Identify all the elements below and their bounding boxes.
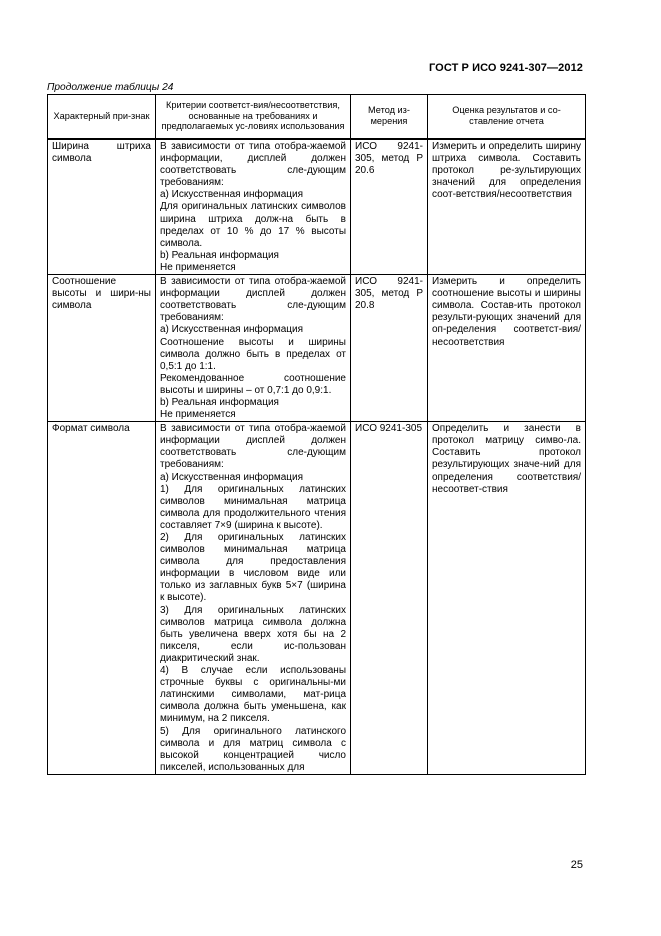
criteria-line: Не применяется (160, 261, 236, 273)
criteria-line: Для оригинальных латинских символов ширина штриха долж-на быть в пределах от 10 % до 17 % высоты символа. (160, 201, 346, 249)
criteria-line: В зависимости от типа отобра-жаемой информации дисплей должен соответствовать сле-дующим требованиям: (160, 423, 346, 471)
column-header-feature: Характерный при-знак (48, 95, 156, 140)
evaluation-cell: Определить и занести в протокол матрицу симво-ла. Составить протокол результирующих значе-ний для определения соответствия/несоответ-ствия (428, 422, 586, 775)
criteria-line: В зависимости от типа отобра-жаемой информации дисплей должен соответствовать сле-дующим требованиям: (160, 276, 346, 324)
criteria-line: b) Реальная информация (160, 249, 279, 261)
column-header-evaluation: Оценка результатов и со-ставление отчета (428, 95, 586, 140)
column-header-method: Метод из-мерения (351, 95, 428, 140)
criteria-cell (156, 422, 351, 775)
page-number: 25 (570, 859, 583, 871)
table-row (48, 275, 586, 422)
criteria-cell (156, 275, 351, 422)
evaluation-cell: Измерить и определить соотношение высоты и ширины символа. Состав-ить протокол результи-рующих значений для оп-ределения соответст-вия/несоответствия (428, 275, 586, 422)
criteria-line: В зависимости от типа отобра-жаемой информации, дисплей должен соответствовать сле-дующим требованиям: (160, 141, 346, 189)
feature-cell: Соотношение высоты и шири-ны символа (48, 275, 156, 422)
criteria-line: а) Искусственная информация (160, 471, 303, 483)
column-header-criteria: Критерии соответст-вия/несоответствия, основанные на требованиях и предполагаемых ус-ловиях использования (156, 95, 351, 140)
table-header-row (48, 95, 586, 140)
table-caption: Продолжение таблицы 24 (47, 82, 174, 93)
requirements-table (47, 94, 586, 775)
criteria-line: b) Реальная информация (160, 396, 279, 408)
criteria-line: Рекомендованное соотношение высоты и ширины – от 0,7:1 до 0,9:1. (160, 372, 346, 396)
method-cell: ИСО 9241-305 (351, 422, 428, 775)
criteria-line: 5) Для оригинального латинского символа и для матриц символа с высокой концентрацией число пикселей, использованных для (160, 725, 346, 773)
criteria-line: 2) Для оригинальных латинских символов минимальная матрица символа для предоставления информации в числовом виде или только из заглавных букв 5×7 (ширина к высоте). (160, 532, 346, 604)
feature-cell: Ширина штриха символа (48, 139, 156, 275)
table-row (48, 139, 586, 275)
document-code: ГОСТ Р ИСО 9241-307—2012 (428, 62, 583, 74)
criteria-cell (156, 139, 351, 275)
method-cell: ИСО 9241-305, метод Р 20.6 (351, 139, 428, 275)
method-cell: ИСО 9241-305, метод Р 20.8 (351, 275, 428, 422)
criteria-line: 4) В случае если использованы строчные буквы с оригинальны-ми латинскими символами, мат-рица символа должна быть уменьшена, как минимум, на 2 пикселя. (160, 665, 346, 725)
criteria-line: 1) Для оригинальных латинских символов минимальная матрица символа для продолжительного чтения составляет 7×9 (ширина к высоте). (160, 483, 346, 531)
feature-cell: Формат символа (48, 422, 156, 775)
criteria-line: а) Искусственная информация (160, 324, 303, 336)
evaluation-cell: Измерить и определить ширину штриха символа. Составить протокол ре-зультирующих значений для определения соот-ветствия/несоответствия (428, 139, 586, 275)
criteria-line: Не применяется (160, 409, 236, 421)
criteria-line: Соотношение высоты и ширины символа должно быть в пределах от 0,5:1 до 1:1. (160, 336, 346, 372)
criteria-line: а) Искусственная информация (160, 189, 303, 201)
criteria-line: 3) Для оригинальных латинских символов матрица символа должна быть увеличена вверх хотя бы на 2 пикселя, если ис-пользован диакритический знак. (160, 604, 346, 664)
table-row (48, 422, 586, 775)
